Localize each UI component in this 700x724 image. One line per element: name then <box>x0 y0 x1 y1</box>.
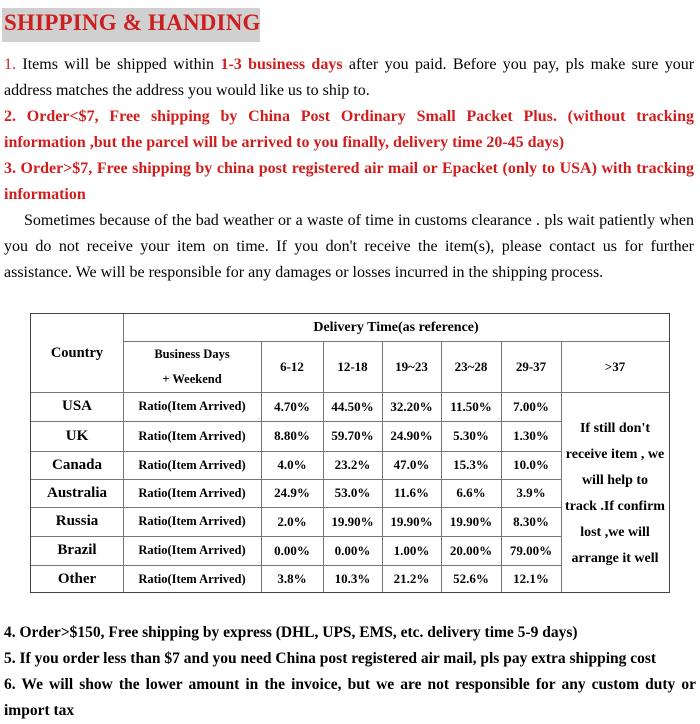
ratio-value-cell: 23.2% <box>334 457 371 472</box>
ratio-value-cell: 19.90% <box>390 513 433 529</box>
item-6-text: 6. We will show the lower amount in the invoice, but we are not responsible for any custom duty or import tax <box>4 676 696 719</box>
ratio-value-cell: 1.30% <box>513 428 549 443</box>
ratio-value-cell: 21.2% <box>393 571 430 586</box>
item-1-post: after you paid. Before you pay, pls make sure your address matches the address you would like us to ship to. <box>4 56 695 99</box>
ratio-value-cell: 20.00% <box>449 542 493 558</box>
ratio-label-cell: Ratio(Item Arrived) <box>138 428 246 443</box>
ratio-value-cell: 52.6% <box>453 571 489 586</box>
ratio-value-cell: 4.70% <box>274 398 310 414</box>
ratio-value-cell: 6.6% <box>456 485 486 500</box>
item-2: 2. Order<$7, Free shipping by China Post Ordinary Small Packet Plus. (without tracking information ,but the parcel will be arrived to you finally, delivery time 20-45 days) <box>4 108 694 151</box>
ratio-label-cell: Ratio(Item Arrived) <box>138 485 246 500</box>
ratio-value-cell: 3.9% <box>516 485 546 500</box>
ratio-value-cell: 79.00% <box>509 542 553 558</box>
ratio-value-cell: 5.30% <box>453 428 489 443</box>
table-title: Delivery Time(as reference) <box>313 319 479 335</box>
ratio-value-cell: 8.80% <box>274 428 310 443</box>
ratio-value-cell: 44.50% <box>331 398 374 414</box>
col-header-6: >37 <box>604 358 626 374</box>
ratio-value-cell: 32.20% <box>390 398 433 414</box>
item-4-text: 4. Order>$150, Free shipping by express (DHL, UPS, EMS, etc. delivery time 5-9 days) <box>4 624 578 641</box>
note-line: lost ,we will <box>580 525 650 540</box>
ratio-label-cell: Ratio(Item Arrived) <box>138 399 246 413</box>
business-days-header: Business Days <box>154 346 230 361</box>
ratio-value-cell: 8.30% <box>513 513 549 529</box>
col-header-3: 19~23 <box>395 358 428 374</box>
ratio-value-cell: 59.70% <box>331 428 374 443</box>
col-header-5: 29-37 <box>515 358 547 374</box>
item-1-pre: Items will be shipped within <box>16 56 221 73</box>
note-line: will help to <box>581 473 649 488</box>
note-line: If still don't <box>579 421 650 436</box>
ratio-value-cell: 4.0% <box>277 457 307 472</box>
col-header-4: 23~28 <box>454 358 488 374</box>
ratio-value-cell: 0.00% <box>334 542 371 558</box>
item-6 <box>4 672 696 724</box>
item-3: 3. Order>$7, Free shipping by china post registered air mail or Epacket (only to USA) with tracking information <box>4 160 694 203</box>
notice-text: Sometimes because of the bad weather or a waste of time in customs clearance . pls wait patiently when you do not receive your item on time. If you don't receive the item(s), please contact us for further assistance. We will be responsible for any damages or losses incurred in the shipping process. <box>4 212 694 281</box>
ratio-label-cell: Ratio(Item Arrived) <box>138 514 246 528</box>
item-1 <box>4 52 694 104</box>
col-header-2: 12-18 <box>337 358 368 374</box>
ratio-value-cell: 7.00% <box>513 398 549 414</box>
note-line: arrange it well <box>571 551 659 566</box>
country-cell: Canada <box>51 456 103 473</box>
ratio-value-cell: 10.0% <box>513 457 549 472</box>
ratio-value-cell: 15.3% <box>453 457 489 472</box>
ratio-value-cell: 2.0% <box>277 513 307 529</box>
ratio-value-cell: 24.90% <box>390 428 433 443</box>
country-cell: Other <box>57 570 97 587</box>
ratio-value-cell: 53.0% <box>334 485 371 500</box>
ratio-value-cell: 19.90% <box>331 513 374 529</box>
ratio-value-cell: 3.8% <box>277 571 307 586</box>
ratio-value-cell: 1.00% <box>393 542 430 558</box>
item-1-highlight: 1-3 business days <box>220 56 343 73</box>
country-cell: Brazil <box>57 542 97 558</box>
note-line: receive item , we <box>565 447 665 462</box>
table-note <box>560 416 670 572</box>
ratio-label-cell: Ratio(Item Arrived) <box>138 571 246 586</box>
ratio-value-cell: 24.9% <box>274 485 310 500</box>
ratio-label-cell: Ratio(Item Arrived) <box>138 543 246 557</box>
ratio-label-cell: Ratio(Item Arrived) <box>138 457 246 472</box>
item-5-text: 5. If you order less than $7 and you need China post registered air mail, pls pay extra shipping cost <box>4 650 657 667</box>
page-title: SHIPPING & HANDING <box>4 10 261 35</box>
country-cell: Australia <box>47 484 107 501</box>
ratio-value-cell: 11.6% <box>393 485 430 500</box>
note-line: track .If confirm <box>565 499 665 514</box>
item-4 <box>4 620 696 646</box>
country-cell: Russia <box>55 513 99 529</box>
country-cell: USA <box>61 398 92 414</box>
notice-paragraph <box>4 208 694 286</box>
country-cell: UK <box>65 427 89 444</box>
item-5 <box>4 646 696 672</box>
ratio-value-cell: 19.90% <box>449 513 493 529</box>
item-1-number: 1. <box>4 56 16 73</box>
ratio-value-cell: 11.50% <box>450 398 492 414</box>
country-header: Country <box>50 344 104 361</box>
ratio-value-cell: 10.3% <box>334 571 371 586</box>
col-header-1: 6-12 <box>280 358 304 374</box>
ratio-value-cell: 47.0% <box>393 457 430 472</box>
weekend-header: + Weekend <box>162 372 222 386</box>
ratio-value-cell: 0.00% <box>274 542 310 558</box>
ratio-value-cell: 12.1% <box>513 571 549 586</box>
